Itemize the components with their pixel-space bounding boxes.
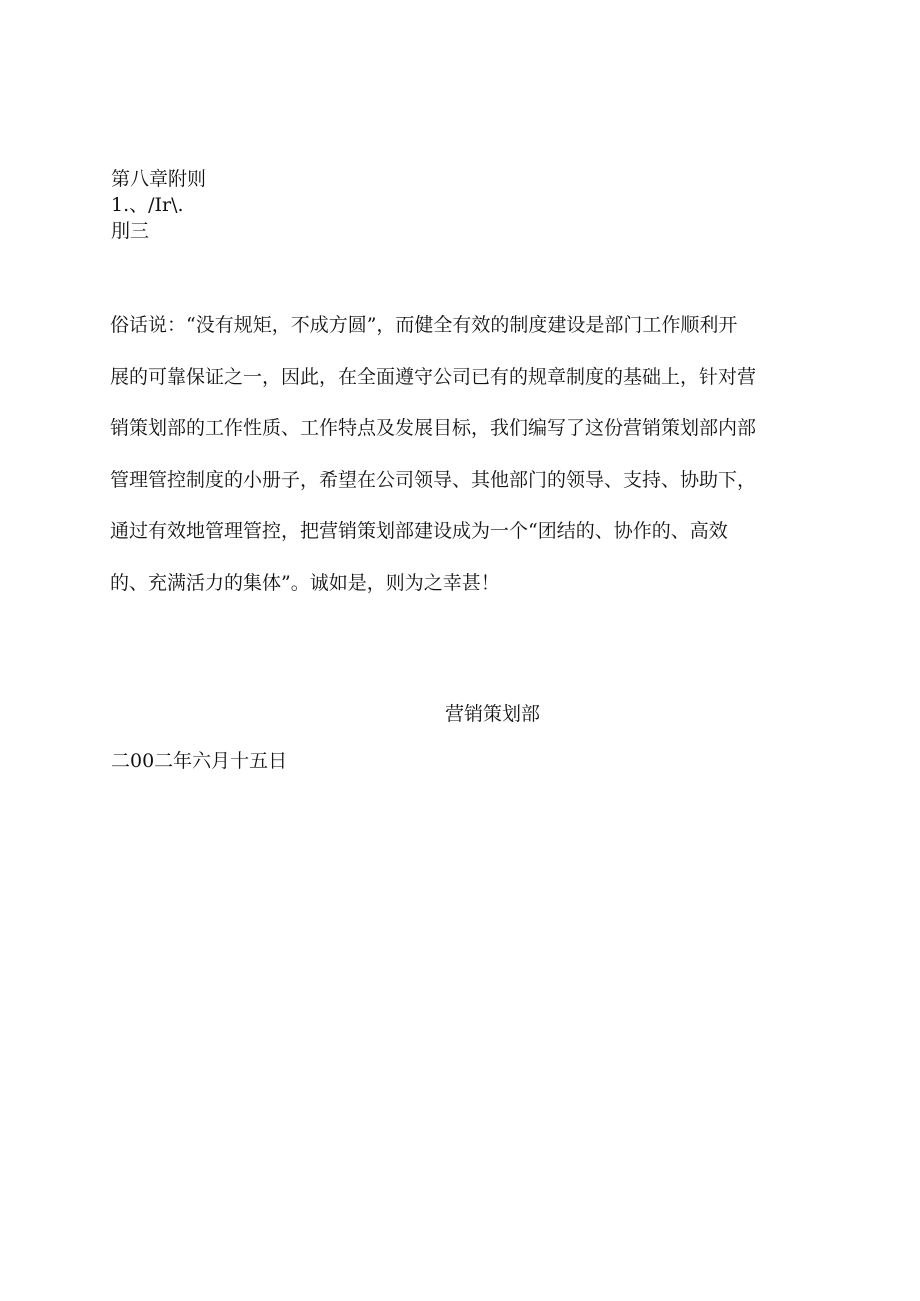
ocr-stray-mark: 1.、/Ir\. <box>111 194 184 216</box>
chapter-title: 第八章附则 <box>111 168 207 190</box>
paragraph-line: 的、充满活力的集体”。诚如是，则为之幸甚！ <box>110 571 500 594</box>
signature-department: 营销策划部 <box>445 703 541 725</box>
paragraph-line: 通过有效地管理管控，把营销策划部建设成为一个“团结的、协作的、高效 <box>110 520 728 542</box>
document-date: 二00二年六月十五日 <box>111 750 288 772</box>
preface-paragraph <box>110 300 810 609</box>
section-heading: 刖三 <box>111 220 150 242</box>
paragraph-line: 销策划部的工作性质、工作特点及发展目标，我们编写了这份营销策划部内部 <box>110 417 757 439</box>
paragraph-line: 展的可靠保证之一，因此，在全面遵守公司已有的规章制度的基础上，针对营 <box>110 365 757 388</box>
paragraph-line: 俗话说：“没有规矩，不成方圆”，而健全有效的制度建设是部门工作顺利开 <box>110 314 738 336</box>
paragraph-line: 管理管控制度的小册子，希望在公司领导、其他部门的领导、支持、协助下， <box>110 468 757 491</box>
